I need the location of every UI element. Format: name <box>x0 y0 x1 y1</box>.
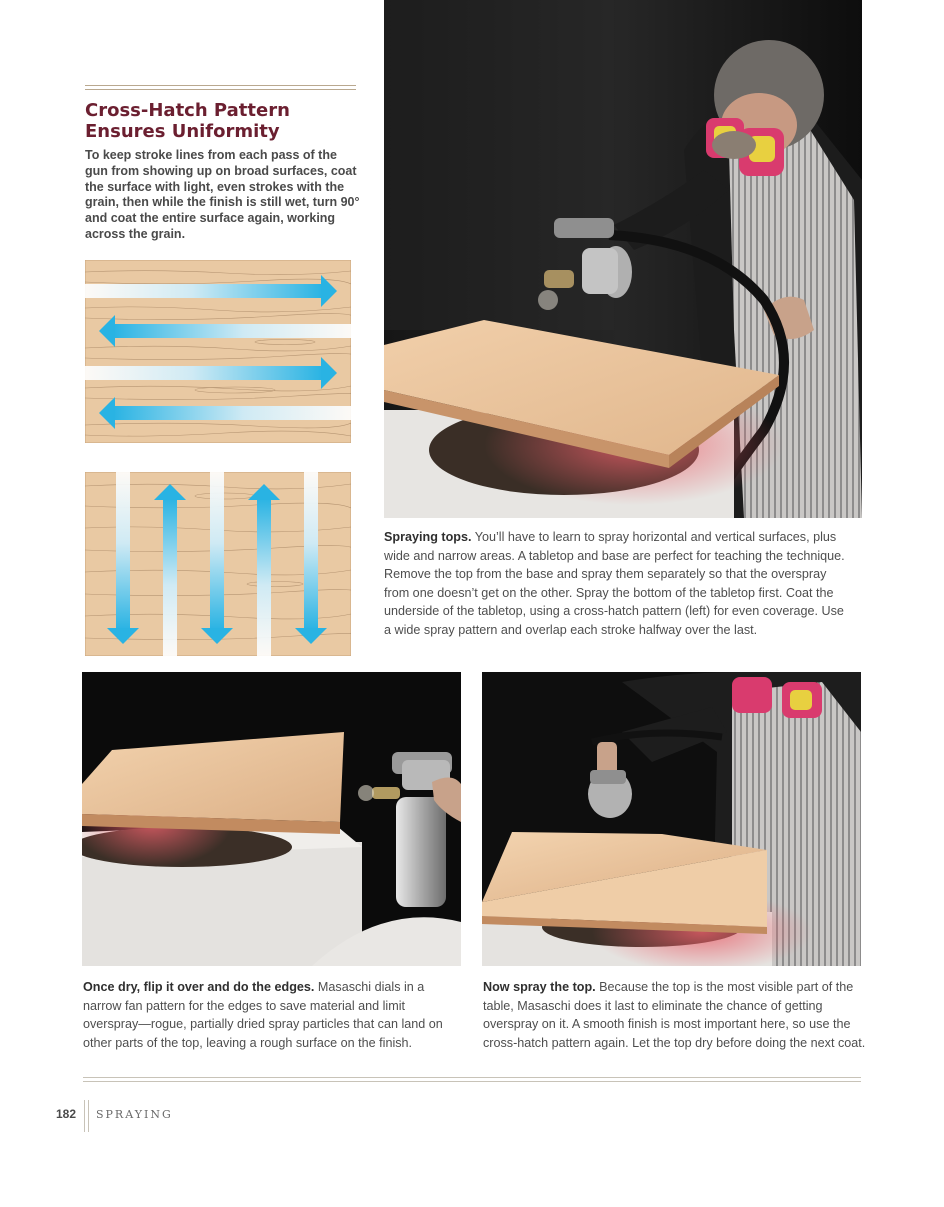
spraying-tops-caption-lead: Spraying tops. <box>384 530 472 544</box>
sidebar-body: To keep stroke lines from each pass of the gun from showing up on broad surfaces, coat the surface with light, even strokes with the grain, then while the finish is still wet, turn 90° and coat the entire surface again, working across the grain. <box>85 148 360 241</box>
footer-rule-2 <box>83 1081 861 1082</box>
flip-edges-caption-text: Masaschi dials in a narrow fan pattern for the edges to save material and limit overspray—rogue, partially dried spray particles that can land on other parts of the top, leaving a rough surface on the finish. <box>83 980 443 1050</box>
spray-top-caption-lead: Now spray the top. <box>483 980 596 994</box>
spray-top-caption <box>483 978 873 1052</box>
with-grain-diagram <box>85 260 351 443</box>
flip-edges-caption-lead: Once dry, flip it over and do the edges. <box>83 980 315 994</box>
spraying-tops-caption <box>384 528 854 639</box>
sidebar-title: Cross-Hatch Pattern Ensures Uniformity <box>85 100 290 142</box>
flip-edges-caption <box>83 978 455 1052</box>
sidebar-top-rule-2 <box>85 89 356 90</box>
edges-photo <box>82 672 461 966</box>
section-name: SPRAYING <box>96 1108 173 1121</box>
page-number: 182 <box>56 1107 77 1121</box>
spray-top-photo <box>482 672 861 966</box>
footer-divider <box>84 1100 85 1132</box>
sidebar-top-rule <box>85 85 356 86</box>
footer-rule <box>83 1077 861 1078</box>
spraying-tops-photo <box>384 0 862 518</box>
spray-top-caption-text: Because the top is the most visible part of the table, Masaschi does it last to eliminate the chance of getting overspray on it. A smooth finish is most important here, so use the cross-hatch pattern again. Let the top dry before doing the next coat. <box>483 980 866 1050</box>
footer-divider-2 <box>88 1100 89 1132</box>
spraying-tops-caption-text: You’ll have to learn to spray horizontal and vertical surfaces, plus wide and narrow areas. A tabletop and base are perfect for teaching the technique. Remove the top from the base and spray them separately so that the overspray from one doesn’t get on the other. Spray the bottom of the tabletop first. Coat the underside of the tabletop, using a cross-hatch pattern (left) for even coverage. Use a wide spray pattern and overlap each stroke halfway over the last. <box>384 530 845 637</box>
across-grain-diagram <box>85 472 351 656</box>
